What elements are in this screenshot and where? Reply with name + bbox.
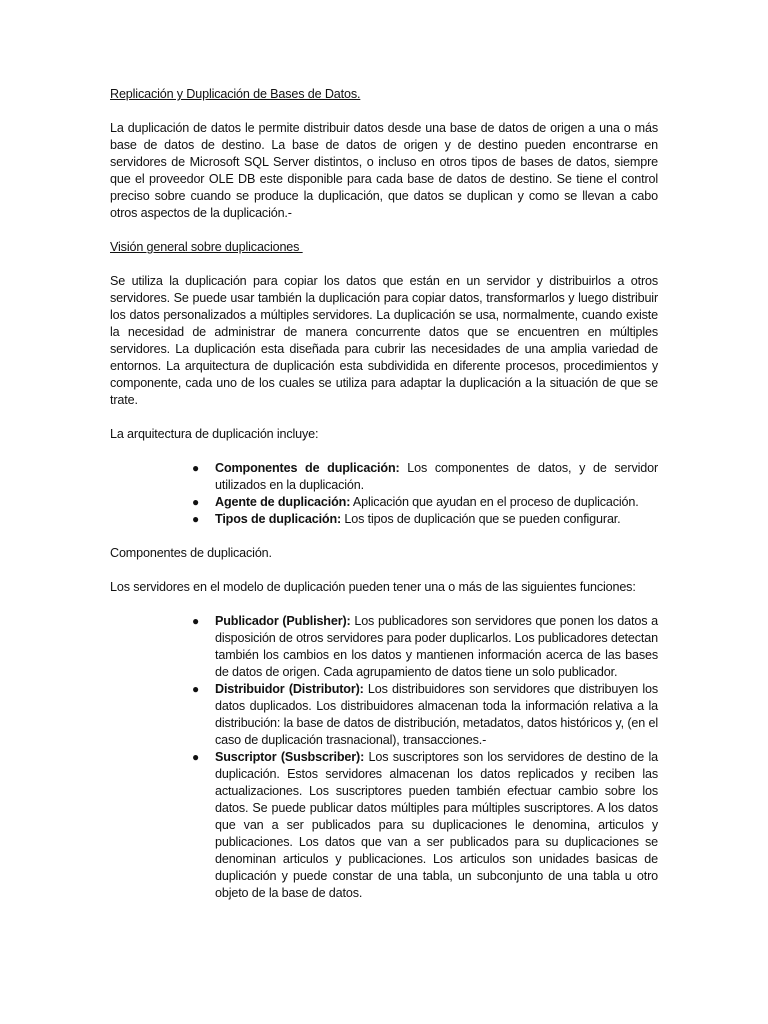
list-item-term: Distribuidor (Distributor): [215,682,364,696]
list-item-term: Agente de duplicación: [215,495,351,509]
list-item-term: Componentes de duplicación: [215,461,400,475]
bullet-icon: ● [192,750,200,764]
list-item-text: Los tipos de duplicación que se pueden configurar. [341,512,621,526]
list-item-text: Los distribuidores son servidores que distribuyen los datos duplicados. Los distribuidores almacenan toda la información relativa a la distribución: la base de datos de distribución, metadatos, datos históricos y, (en el caso de duplicación trasnacional), transacciones.- [215,682,658,747]
paragraph-duplicacion-intro: La duplicación de datos le permite distribuir datos desde una base de datos de origen a una o más base de datos de destino. La base de datos de origen y de destino pueden encontrarse en servidores de Microsoft SQL Server distintos, o incluso en otros tipos de bases de datos, siempre que el proveedor OLE DB este disponible para cada base de datos de destino. Se tiene el control preciso sobre cuando se produce la duplicación, que datos se duplican y como se llevan a cabo otros aspectos de la duplicación.- [110,121,658,220]
paragraph-servidores-intro: Los servidores en el modelo de duplicación pueden tener una o más de las siguientes funciones: [110,580,636,594]
list-item [192,494,658,511]
list-item-term: Tipos de duplicación: [215,512,342,526]
list-item [192,511,658,528]
bullet-list-funciones [110,613,658,902]
bullet-icon: ● [192,495,200,509]
bullet-icon: ● [192,682,200,696]
bullet-icon: ● [192,461,200,475]
list-item [192,749,658,902]
list-item-text: Aplicación que ayudan en el proceso de duplicación. [350,495,639,509]
list-item-term: Publicador (Publisher): [215,614,351,628]
list-item-text: Los suscriptores son los servidores de destino de la duplicación. Estos servidores almacenan los datos replicados y reciben las actualizaciones. Los suscriptores pueden también efectuar cambio sobre los datos. Se puede publicar datos múltiples para múltiples suscriptores. A los datos que van a ser publicados para su duplicaciones le denomina, articulos y publicaciones. Los datos que van a ser publicados para su duplicaciones se denominan articulos y publicaciones. Los articulos son unidades basicas de duplicación y puede constar de una tabla, un subconjunto de una tabla u otro objeto de la base de datos. [215,750,658,900]
bullet-icon: ● [192,512,200,526]
section-heading-replicacion: Replicación y Duplicación de Bases de Datos. [110,87,361,101]
paragraph-vision-general: Se utiliza la duplicación para copiar los datos que están en un servidor y distribuirlos a otros servidores. Se puede usar también la duplicación para copiar datos, transformarlos y luego distribuir los datos personalizados a múltiples servidores. La duplicación se usa, normalmente, cuando existe la necesidad de administrar de manera concurrente datos que se encuentren en múltiples servidores. La duplicación esta diseñada para cubrir las necesidades de una amplia variedad de entornos. La arquitectura de duplicación esta subdividida en diferente procesos, procedimientos y componente, cada uno de los cuales se utiliza para adaptar la duplicación a la situación de que se trate. [110,274,658,407]
paragraph-arquitectura-intro: La arquitectura de duplicación incluye: [110,427,319,441]
list-item-term: Suscriptor (Susbscriber): [215,750,365,764]
list-item-text: Los componentes de datos, y de servidor utilizados en la duplicación. [215,461,658,492]
section-heading-vision-general: Visión general sobre duplicaciones [110,240,303,254]
list-item [192,460,658,494]
bullet-icon: ● [192,614,200,628]
section-heading-componentes: Componentes de duplicación. [110,546,272,560]
list-item [192,613,659,681]
list-item [192,681,658,749]
list-item-text: Los publicadores son servidores que ponen los datos a disposición de otros servidores para poder duplicarlos. Los publicadores detectan también los cambios en los datos y mantienen información acerca de las bases de datos de origen. Cada agrupamiento de datos tiene un solo publicador. [215,614,659,679]
bullet-list-arquitectura [110,460,658,528]
document-content [110,86,658,902]
